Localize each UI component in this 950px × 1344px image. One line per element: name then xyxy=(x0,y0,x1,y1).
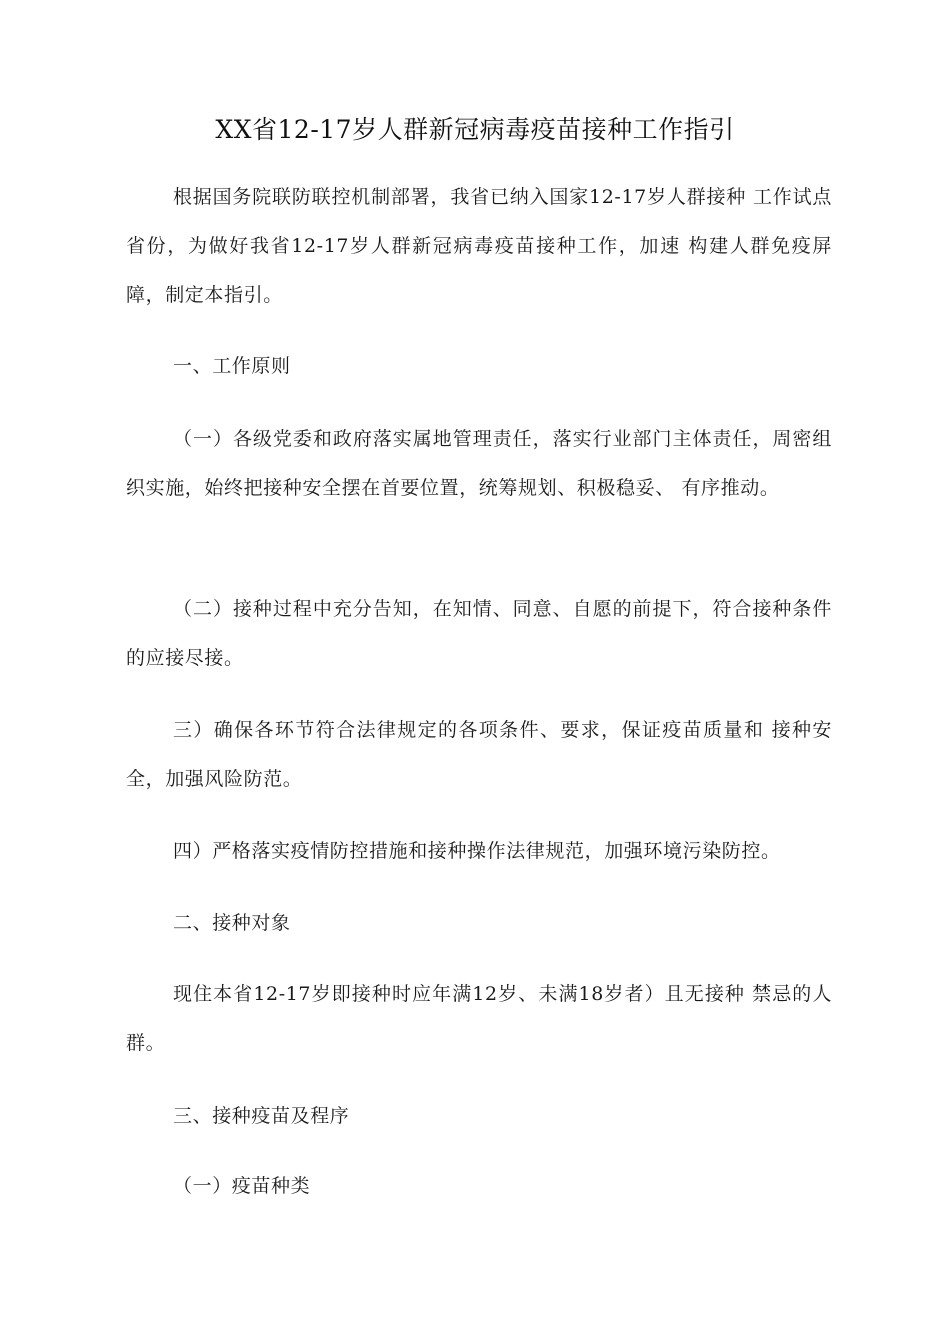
principle-item-1: （一）各级党委和政府落实属地管理责任，落实行业部门主体责任，周密组织实施，始终把接种安全摆在首要位置，统筹规划、积极稳妥、 有序推动。 xyxy=(126,428,832,499)
section-heading-targets: 二、接种对象 xyxy=(173,912,291,934)
section-heading-principles: 一、工作原则 xyxy=(173,355,291,377)
principle-item-3: 三）确保各环节符合法律规定的各项条件、要求，保证疫苗质量和 接种安全，加强风险防范。 xyxy=(126,719,832,790)
principle-item-2: （二）接种过程中充分告知，在知情、同意、自愿的前提下，符合接种条件的应接尽接。 xyxy=(126,598,832,669)
intro-paragraph: 根据国务院联防联控机制部署，我省已纳入国家12-17岁人群接种 工作试点省份，为做好我省12-17岁人群新冠病毒疫苗接种工作，加速 构建人群免疫屏障，制定本指引。 xyxy=(126,186,832,306)
subheading-vaccine-types: （一）疫苗种类 xyxy=(173,1175,311,1197)
section-heading-vaccines: 三、接种疫苗及程序 xyxy=(173,1105,350,1127)
targets-paragraph: 现住本省12-17岁即接种时应年满12岁、未满18岁者）且无接种 禁忌的人群。 xyxy=(126,983,832,1054)
document-title: XX省12-17岁人群新冠病毒疫苗接种工作指引 xyxy=(215,115,735,144)
principle-item-4: 四）严格落实疫情防控措施和接种操作法律规范，加强环境污染防控。 xyxy=(173,840,781,862)
